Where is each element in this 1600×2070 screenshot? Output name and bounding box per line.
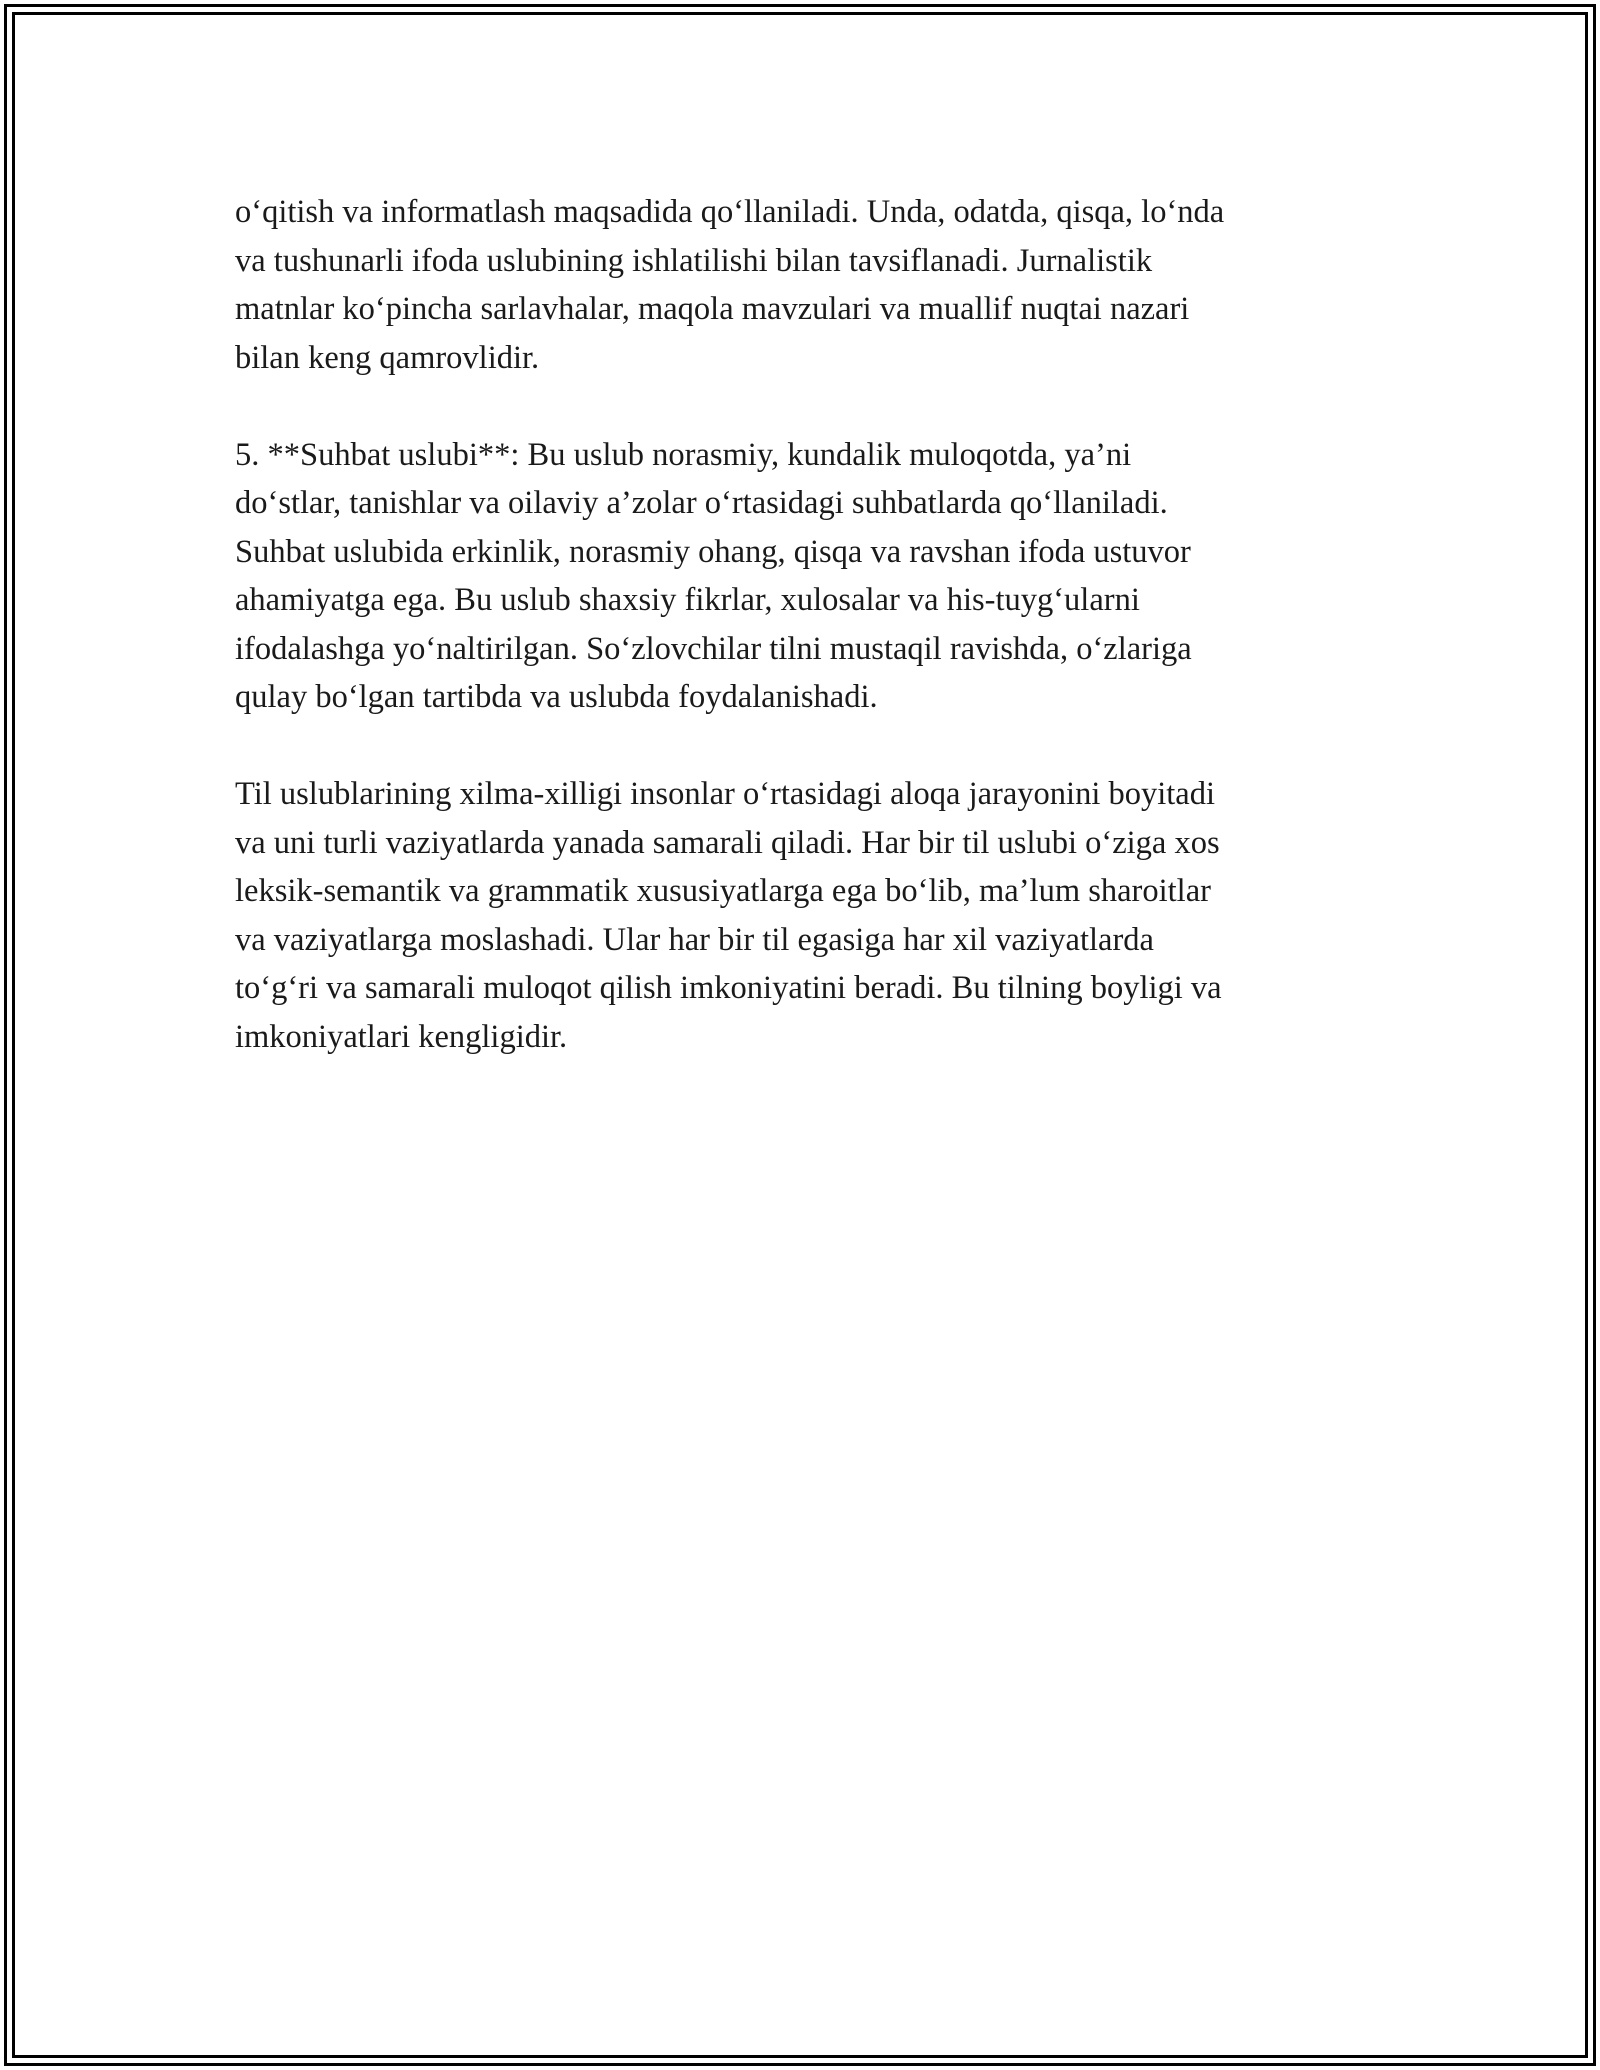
text-line: qulay bo‘lgan tartibda va uslubda foydalanishadi. bbox=[235, 679, 878, 715]
text-line: imkoniyatlari kengligidir. bbox=[235, 1018, 568, 1055]
text-line: do‘stlar, tanishlar va oilaviy a’zolar o‘rtasidagi suhbatlarda qo‘llaniladi. bbox=[235, 485, 1168, 521]
text-line: va uni turli vaziyatlarda yanada samarali qiladi. Har bir til uslubi o‘ziga xos bbox=[235, 824, 1220, 861]
text-line: Suhbat uslubida erkinlik, norasmiy ohang, qisqa va ravshan ifoda ustuvor bbox=[235, 533, 1191, 570]
text-line: va vaziyatlarga moslashadi. Ular har bir til egasiga har xil vaziyatlarda bbox=[235, 921, 1154, 958]
text-line: ahamiyatga ega. Bu uslub shaxsiy fikrlar, xulosalar va his-tuyg‘ularni bbox=[235, 582, 1140, 618]
text-line: ifodalashga yo‘naltirilgan. So‘zlovchilar tilni mustaqil ravishda, o‘zlariga bbox=[235, 630, 1192, 667]
text-line: 5. **Suhbat uslubi**: Bu uslub norasmiy, kundalik muloqotda, ya’ni bbox=[235, 436, 1132, 473]
text-line: Til uslublarining xilma-xilligi insonlar o‘rtasidagi aloqa jarayonini boyitadi bbox=[235, 776, 1215, 812]
paragraph-conversational-style bbox=[235, 431, 1365, 722]
text-line: va tushunarli ifoda uslubining ishlatilishi bilan tavsiflanadi. Jurnalistik bbox=[235, 242, 1153, 279]
text-line: bilan keng qamrovlidir. bbox=[235, 339, 540, 376]
paragraph-conclusion bbox=[235, 770, 1365, 1061]
paragraph-journalistic-style bbox=[235, 188, 1365, 382]
text-line: matnlar ko‘pincha sarlavhalar, maqola mavzulari va muallif nuqtai nazari bbox=[235, 291, 1190, 327]
document-body bbox=[235, 188, 1365, 1110]
text-line: leksik-semantik va grammatik xususiyatlarga ega bo‘lib, ma’lum sharoitlar bbox=[235, 873, 1211, 909]
text-line: o‘qitish va informatlash maqsadida qo‘llaniladi. Unda, odatda, qisqa, lo‘nda bbox=[235, 194, 1225, 230]
text-line: to‘g‘ri va samarali muloqot qilish imkoniyatini beradi. Bu tilning boyligi va bbox=[235, 970, 1222, 1006]
